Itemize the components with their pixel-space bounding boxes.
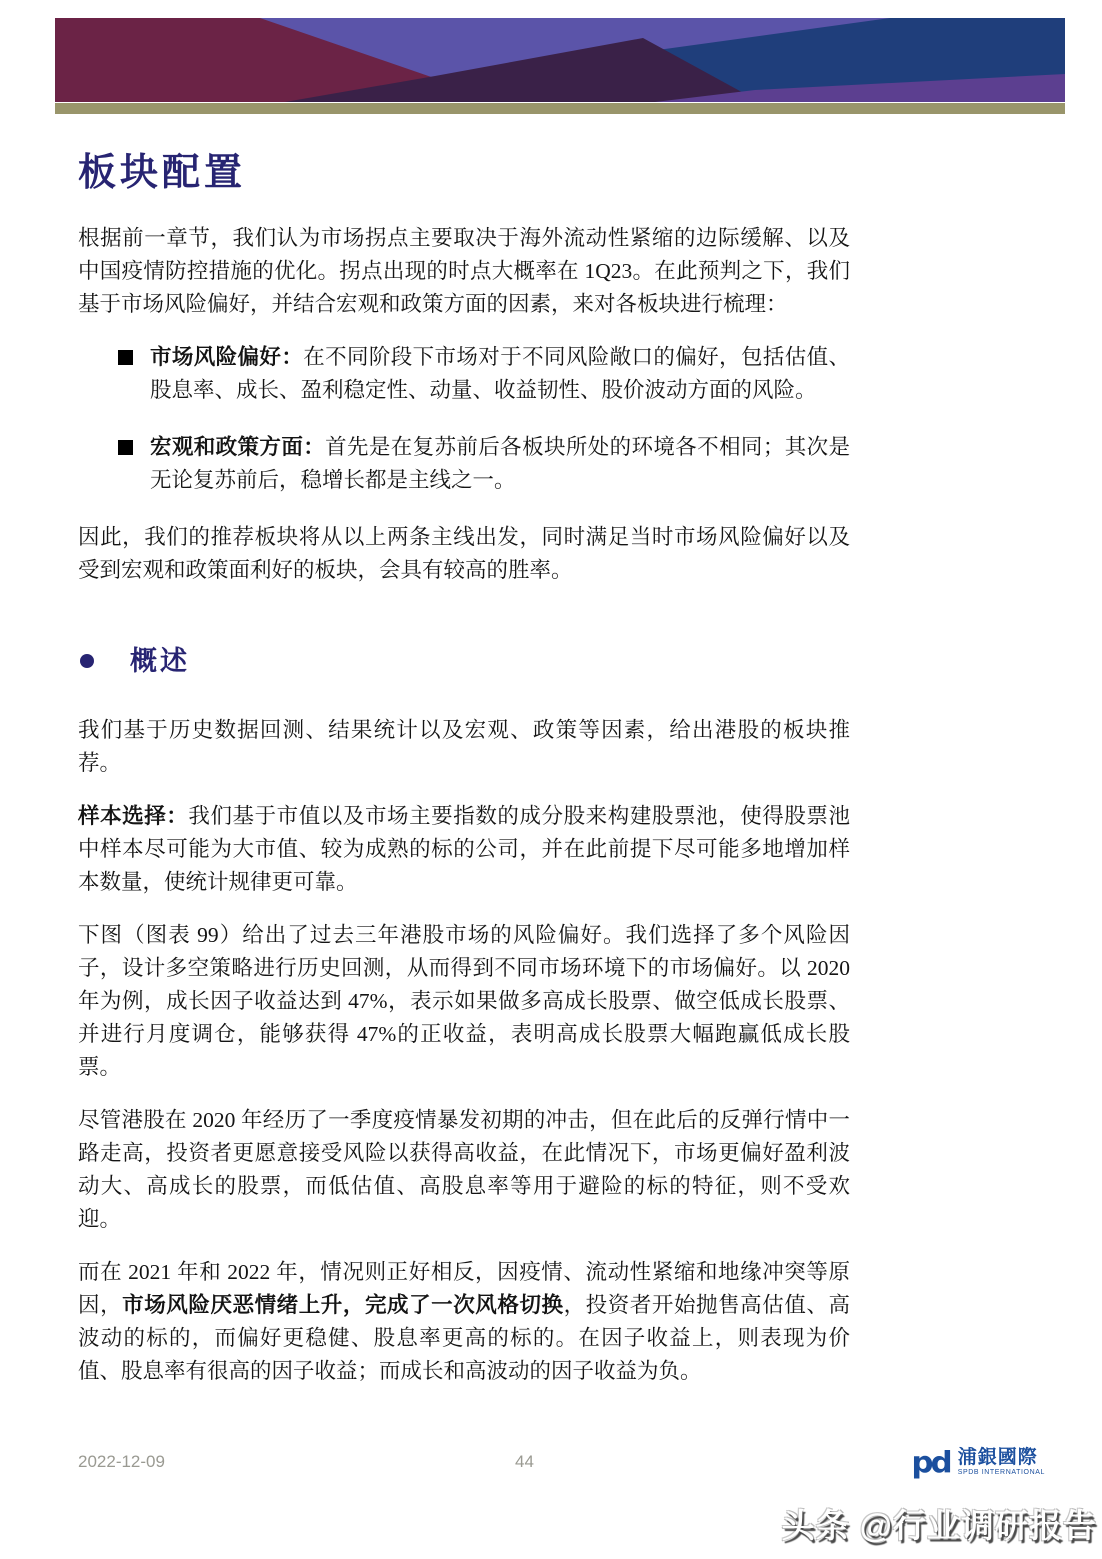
square-bullet-icon (118, 440, 133, 455)
square-bullet-icon (118, 350, 133, 365)
p7-bold-emphasis: 市场风险厌恶情绪上升，完成了一次风格切换 (122, 1293, 564, 1317)
spdb-logo-icon: pd (911, 1445, 950, 1481)
paragraph-conclusion: 因此，我们的推荐板块将从以上两条主线出发，同时满足当时市场风险偏好以及受到宏观和政策面利好的板块，会具有较高的胜率。 (78, 525, 850, 582)
paragraph-chart-explain: 下图（图表 99）给出了过去三年港股市场的风险偏好。我们选择了多个风险因子，设计多空策略进行历史回测，从而得到不同市场环境下的市场偏好。以 2020 年为例，成长因子收益达到 47%，表示如果做多高成长股票、做空低成长股票、并进行月度调仓，能够获得 47%的正收益，表明高成长股票大幅跑赢低成长股票。 (78, 923, 850, 1079)
banner-olive-strip (55, 103, 1065, 114)
bullet-body: 首先是在复苏前后各板块所处的环境各不相同；其次是无论复苏前后，稳增长都是主线之一。 (150, 435, 850, 492)
overview-heading: 概述 (130, 646, 190, 676)
paragraph-sample-selection (78, 800, 850, 899)
p7-post: ，投资者开始抛售高估值、高波动的标的，而偏好更稳健、股息率更高的标的。在因子收益上，则表现为价值、股息率有很高的因子收益；而成长和高波动的因子收益为负。 (78, 1293, 850, 1383)
bullet-label: 市场风险偏好： (150, 345, 304, 369)
overview-heading-row (78, 639, 850, 678)
paragraph-2020-analysis: 尽管港股在 2020 年经历了一季度疫情暴发初期的冲击，但在此后的反弹行情中一路走高，投资者更愿意接受风险以获得高收益，在此情况下，市场更偏好盈利波动大、高成长的股票，而低估值、高股息率等用于避险的标的特征，则不受欢迎。 (78, 1108, 850, 1231)
header-banner (55, 18, 1065, 114)
spdb-international-logo (911, 1445, 1045, 1481)
document-body (78, 148, 850, 1408)
bullet-item-market-risk (78, 341, 850, 407)
paragraph-overview: 我们基于历史数据回测、结果统计以及宏观、政策等因素，给出港股的板块推荐。 (78, 718, 850, 775)
section-title: 板块配置 (78, 152, 247, 194)
watermark-text: 头条 @行业调研报告 (781, 1507, 1097, 1544)
logo-english-name: SPDB INTERNATIONAL (957, 1469, 1045, 1476)
logo-text-block (958, 1448, 1045, 1476)
bullet-body: 在不同阶段下市场对于不同风险敞口的偏好，包括估值、股息率、成长、盈利稳定性、动量、收益韧性、股价波动方面的风险。 (150, 345, 850, 402)
sample-selection-label: 样本选择： (78, 804, 189, 828)
logo-chinese-name: 浦銀國際 (957, 1447, 1038, 1468)
bullet-text (150, 341, 850, 407)
bullet-text (150, 431, 850, 497)
bullet-label: 宏观和政策方面： (150, 435, 326, 459)
sample-selection-text: 我们基于市值以及市场主要指数的成分股来构建股票池，使得股票池中样本尽可能为大市值、较为成熟的标的公司，并在此前提下尽可能多地增加样本数量，使统计规律更可靠。 (78, 804, 850, 894)
circle-bullet-icon (80, 654, 94, 668)
p7-pre: 而在 2021 年和 2022 年，情况则正好相反，因疫情、流动性紧缩和地缘冲突等原因， (78, 1260, 850, 1317)
footer-date: 2022-12-09 (78, 1452, 165, 1471)
paragraph-intro: 根据前一章节，我们认为市场拐点主要取决于海外流动性紧缩的边际缓解、以及中国疫情防控措施的优化。拐点出现的时点大概率在 1Q23。在此预判之下，我们基于市场风险偏好，并结合宏观和政策方面的因素，来对各板块进行梳理： (78, 226, 850, 316)
footer-page-number: 44 (515, 1452, 534, 1471)
banner-graphic (55, 18, 1065, 114)
paragraph-2021-2022-analysis (78, 1256, 850, 1388)
bullet-item-macro-policy (78, 431, 850, 497)
